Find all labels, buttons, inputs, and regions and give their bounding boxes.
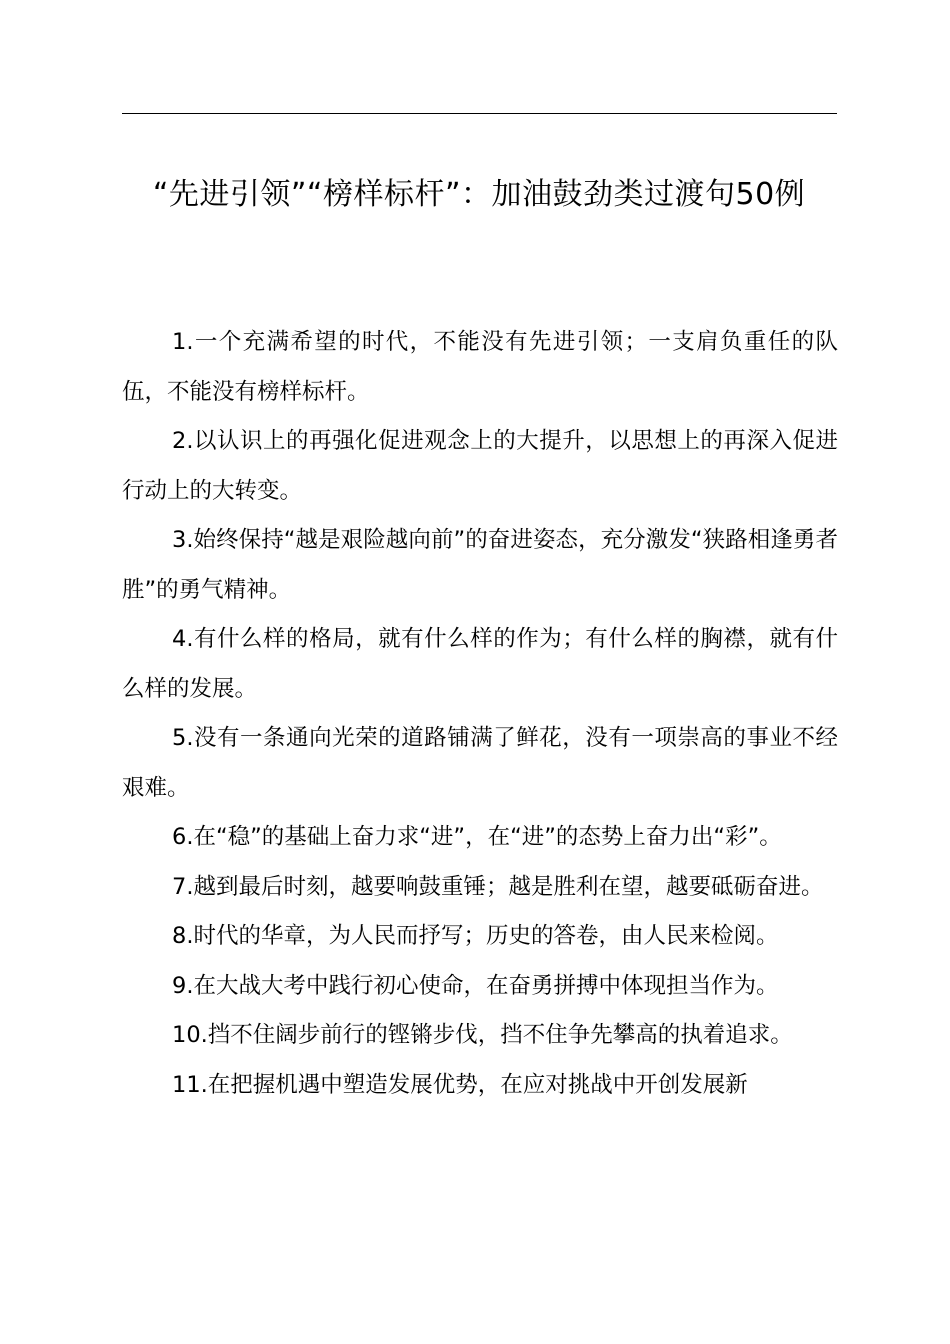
document-title: “先进引领”“榜样标杆”：加油鼓劲类过渡句50例	[152, 177, 806, 212]
paragraph-9: 9.在大战大考中践行初心使命，在奋勇拼搏中体现担当作为。	[172, 972, 779, 999]
paragraph-5: 5.没有一条通向光荣的道路铺满了鲜花，没有一项崇高的事业不经艰难。	[122, 725, 838, 801]
paragraph-4: 4.有什么样的格局，就有什么样的作为；有什么样的胸襟，就有什么样的发展。	[122, 626, 838, 702]
paragraph-6: 6.在“稳”的基础上奋力求“进”，在“进”的态势上奋力出“彩”。	[172, 824, 782, 850]
paragraph-11: 11.在把握机遇中塑造发展优势，在应对挑战中开创发展新	[172, 1071, 748, 1098]
paragraph-10: 10.挡不住阔步前行的铿锵步伐，挡不住争先攀高的执着追求。	[172, 1022, 793, 1048]
paragraph-1: 1.一个充满希望的时代，不能没有先进引领；一支肩负重任的队伍，不能没有榜样标杆。	[122, 329, 838, 405]
paragraph-2: 2.以认识上的再强化促进观念上的大提升，以思想上的再深入促进行动上的大转变。	[122, 428, 838, 504]
paragraph-7: 7.越到最后时刻，越要响鼓重锤；越是胜利在望，越要砥砺奋进。	[172, 873, 824, 900]
header-rule	[122, 113, 837, 114]
document-body	[122, 318, 838, 1318]
paragraph-3: 3.始终保持“越是艰险越向前”的奋进姿态，充分激发“狭路相逢勇者胜”的勇气精神。	[122, 527, 838, 603]
paragraph-8: 8.时代的华章，为人民而抒写；历史的答卷，由人民来检阅。	[172, 923, 779, 949]
